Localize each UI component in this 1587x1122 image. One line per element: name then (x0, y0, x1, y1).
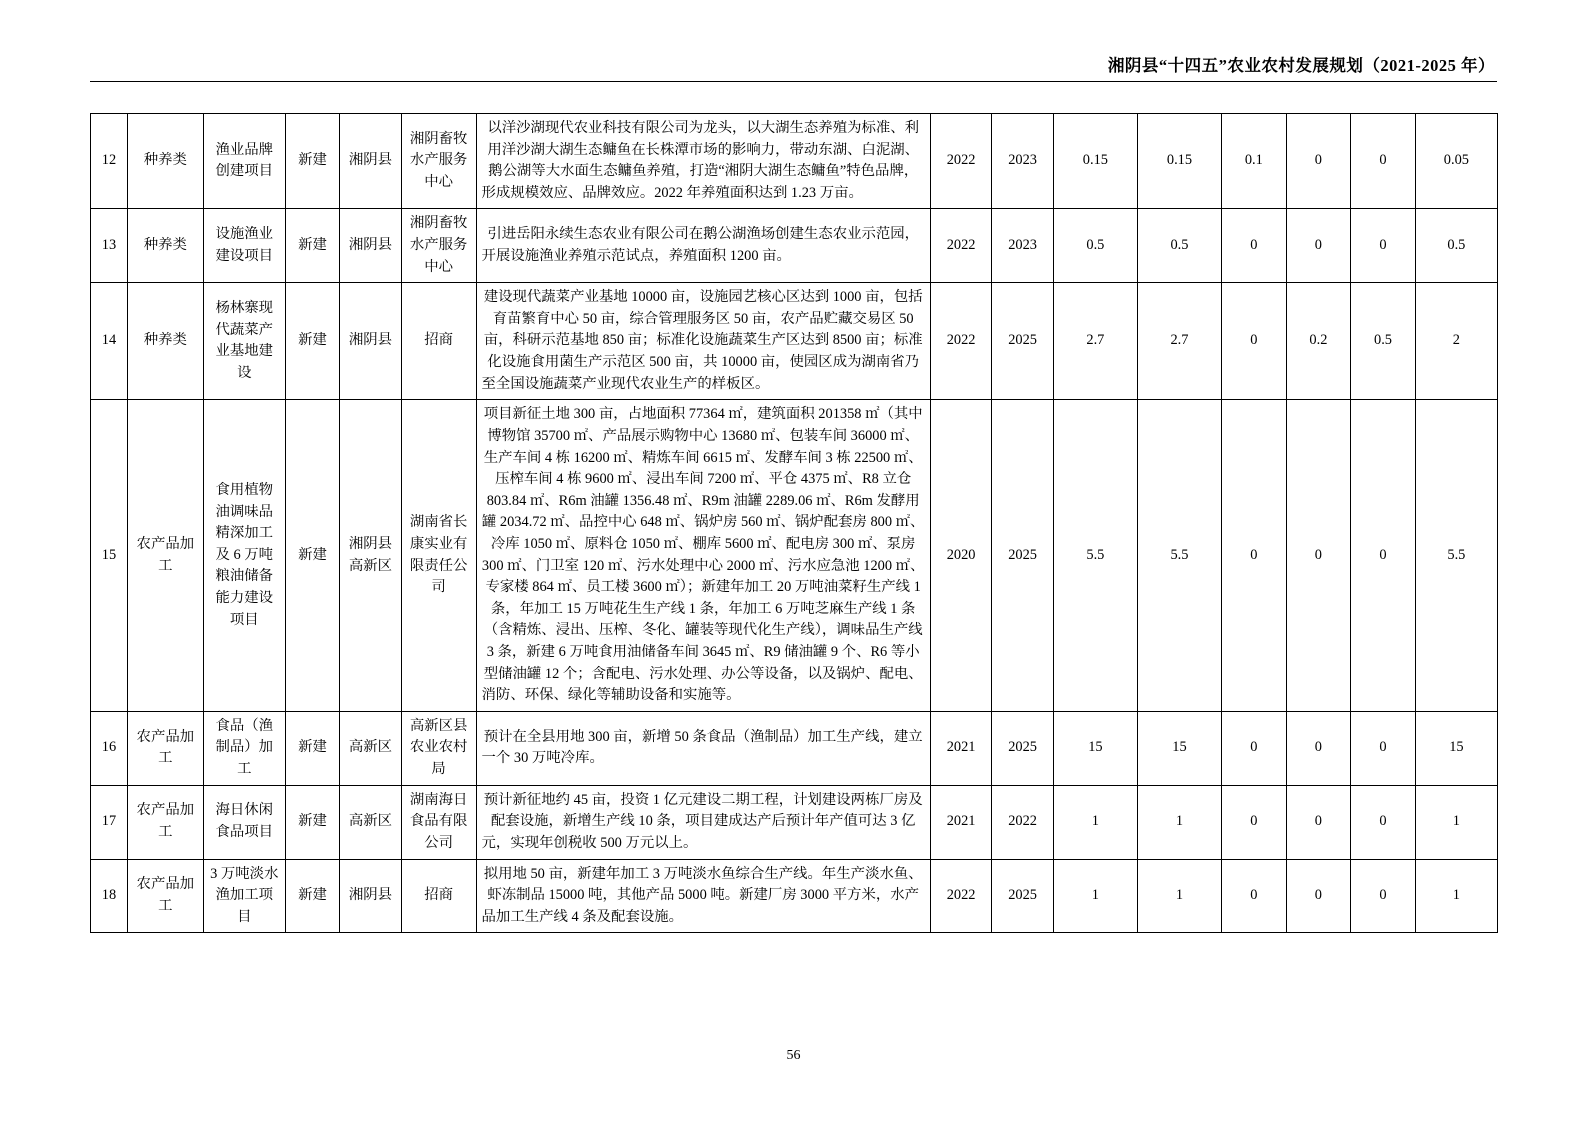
cell-start-year: 2022 (930, 114, 992, 209)
cell-type: 新建 (285, 711, 339, 785)
cell-area: 高新区 (340, 711, 402, 785)
cell-area: 湘阴县 (340, 859, 402, 933)
cell-no: 18 (91, 859, 128, 933)
cell-start-year: 2020 (930, 400, 992, 712)
cell-type: 新建 (285, 114, 339, 209)
cell-value-2: 0.15 (1137, 114, 1221, 209)
cell-project: 食用植物油调味品精深加工及 6 万吨粮油储备能力建设项目 (203, 400, 285, 712)
cell-type: 新建 (285, 859, 339, 933)
header-divider (90, 81, 1497, 82)
cell-value-1: 15 (1053, 711, 1137, 785)
cell-start-year: 2021 (930, 785, 992, 859)
cell-category: 农产品加工 (127, 400, 203, 712)
cell-project: 杨林寨现代蔬菜产业基地建设 (203, 283, 285, 400)
cell-value-3: 0.1 (1222, 114, 1287, 209)
cell-start-year: 2022 (930, 283, 992, 400)
cell-no: 12 (91, 114, 128, 209)
cell-value-6: 15 (1415, 711, 1497, 785)
cell-value-1: 0.15 (1053, 114, 1137, 209)
cell-value-1: 1 (1053, 785, 1137, 859)
cell-category: 农产品加工 (127, 785, 203, 859)
cell-area: 湘阴县 (340, 283, 402, 400)
cell-type: 新建 (285, 785, 339, 859)
cell-no: 17 (91, 785, 128, 859)
cell-category: 种养类 (127, 283, 203, 400)
cell-unit: 高新区县农业农村局 (401, 711, 476, 785)
cell-area: 湘阴县 (340, 114, 402, 209)
cell-value-3: 0 (1222, 711, 1287, 785)
cell-project: 渔业品牌创建项目 (203, 114, 285, 209)
cell-category: 农产品加工 (127, 711, 203, 785)
cell-project: 3 万吨淡水渔加工项目 (203, 859, 285, 933)
cell-value-1: 0.5 (1053, 209, 1137, 283)
page-header (90, 52, 1497, 82)
cell-value-4: 0 (1286, 400, 1351, 712)
cell-area: 高新区 (340, 785, 402, 859)
cell-unit: 湘阴畜牧水产服务中心 (401, 209, 476, 283)
table-row (91, 400, 1498, 712)
cell-type: 新建 (285, 400, 339, 712)
cell-value-6: 0.5 (1415, 209, 1497, 283)
table-row (91, 785, 1498, 859)
cell-description: 建设现代蔬菜产业基地 10000 亩，设施园艺核心区达到 1000 亩，包括育苗繁育中心 50 亩，综合管理服务区 50 亩，农产品贮藏交易区 50 亩，科研示范基地 850 亩；标准化设施蔬菜生产区达到 8500 亩；标准化设施食用菌生产示范区 500 亩，共 10000 亩，使园区成为湖南省乃至全国设施蔬菜产业现代农业生产的样板区。 (476, 283, 930, 400)
cell-value-3: 0 (1222, 400, 1287, 712)
cell-value-6: 1 (1415, 859, 1497, 933)
table-row (91, 283, 1498, 400)
cell-unit: 湖南海日食品有限公司 (401, 785, 476, 859)
cell-value-2: 0.5 (1137, 209, 1221, 283)
cell-start-year: 2022 (930, 859, 992, 933)
cell-value-5: 0 (1351, 785, 1416, 859)
cell-value-5: 0 (1351, 711, 1416, 785)
table-row (91, 711, 1498, 785)
cell-value-4: 0 (1286, 785, 1351, 859)
header-title: 湘阴县“十四五”农业农村发展规划（2021-2025 年） (1107, 56, 1495, 75)
cell-end-year: 2023 (992, 114, 1054, 209)
cell-description: 拟用地 50 亩，新建年加工 3 万吨淡水鱼综合生产线。年生产淡水鱼、虾冻制品 15000 吨，其他产品 5000 吨。新建厂房 3000 平方米，水产品加工生产线 4 条及配套设施。 (476, 859, 930, 933)
cell-value-2: 15 (1137, 711, 1221, 785)
project-table (90, 113, 1498, 933)
cell-value-4: 0.2 (1286, 283, 1351, 400)
cell-description: 引进岳阳永续生态农业有限公司在鹅公湖渔场创建生态农业示范园，开展设施渔业养殖示范试点，养殖面积 1200 亩。 (476, 209, 930, 283)
cell-value-3: 0 (1222, 209, 1287, 283)
cell-unit: 湘阴畜牧水产服务中心 (401, 114, 476, 209)
cell-value-2: 1 (1137, 785, 1221, 859)
table-body (91, 114, 1498, 933)
cell-value-1: 2.7 (1053, 283, 1137, 400)
cell-no: 15 (91, 400, 128, 712)
table-row (91, 859, 1498, 933)
cell-unit: 招商 (401, 283, 476, 400)
cell-end-year: 2025 (992, 711, 1054, 785)
cell-unit: 招商 (401, 859, 476, 933)
cell-end-year: 2025 (992, 400, 1054, 712)
cell-no: 14 (91, 283, 128, 400)
cell-value-3: 0 (1222, 283, 1287, 400)
cell-category: 农产品加工 (127, 859, 203, 933)
cell-type: 新建 (285, 209, 339, 283)
cell-end-year: 2023 (992, 209, 1054, 283)
cell-value-4: 0 (1286, 711, 1351, 785)
cell-value-6: 5.5 (1415, 400, 1497, 712)
cell-project: 设施渔业建设项目 (203, 209, 285, 283)
cell-description: 以洋沙湖现代农业科技有限公司为龙头，以大湖生态养殖为标准、利用洋沙湖大湖生态鳙鱼在长株潭市场的影响力，带动东湖、白泥湖、鹅公湖等大水面生态鳙鱼养殖，打造“湘阴大湖生态鳙鱼”特色品牌，形成规模效应、品牌效应。2022 年养殖面积达到 1.23 万亩。 (476, 114, 930, 209)
cell-category: 种养类 (127, 209, 203, 283)
cell-value-6: 1 (1415, 785, 1497, 859)
cell-value-4: 0 (1286, 859, 1351, 933)
cell-value-5: 0 (1351, 859, 1416, 933)
cell-value-1: 1 (1053, 859, 1137, 933)
cell-description: 项目新征土地 300 亩，占地面积 77364 ㎡，建筑面积 201358 ㎡（其中博物馆 35700 ㎡、产品展示购物中心 13680 ㎡、包装车间 36000 ㎡、生产车间 4 栋 16200 ㎡、精炼车间 6615 ㎡、发酵车间 3 栋 22500 ㎡、压榨车间 4 栋 9600 ㎡、浸出车间 7200 ㎡、平仓 4375 ㎡、R8 立仓 803.84 ㎡、R6m 油罐 1356.48 ㎡、R9m 油罐 2289.06 ㎡、R6m 发酵用罐 2034.72 ㎡、品控中心 648 ㎡、锅炉房 560 ㎡、锅炉配套房 800 ㎡、冷库 1050 ㎡、原料仓 1050 ㎡、棚库 5600 ㎡、配电房 300 ㎡、泵房 300 ㎡、门卫室 120 ㎡、污水处理中心 2000 ㎡、污水应急池 1200 ㎡、专家楼 864 ㎡、员工楼 3600 ㎡）；新建年加工 20 万吨油菜籽生产线 1 条，年加工 15 万吨花生生产线 1 条，年加工 6 万吨芝麻生产线 1 条（含精炼、浸出、压榨、冬化、罐装等现代化生产线），调味品生产线 3 条，新建 6 万吨食用油储备车间 3645 ㎡、R9 储油罐 9 个、R6 等小型储油罐 12 个；含配电、污水处理、办公等设备，以及锅炉、配电、消防、环保、绿化等辅助设备和实施等。 (476, 400, 930, 712)
cell-description: 预计在全县用地 300 亩，新增 50 条食品（渔制品）加工生产线，建立一个 30 万吨冷库。 (476, 711, 930, 785)
cell-value-5: 0.5 (1351, 283, 1416, 400)
cell-no: 13 (91, 209, 128, 283)
cell-value-6: 2 (1415, 283, 1497, 400)
cell-end-year: 2025 (992, 859, 1054, 933)
cell-description: 预计新征地约 45 亩，投资 1 亿元建设二期工程，计划建设两栋厂房及配套设施，新增生产线 10 条，项目建成达产后预计年产值可达 3 亿元，实现年创税收 500 万元以上。 (476, 785, 930, 859)
cell-value-6: 0.05 (1415, 114, 1497, 209)
cell-value-5: 0 (1351, 400, 1416, 712)
cell-unit: 湖南省长康实业有限责任公司 (401, 400, 476, 712)
cell-value-2: 1 (1137, 859, 1221, 933)
cell-area: 湘阴县高新区 (340, 400, 402, 712)
cell-value-2: 5.5 (1137, 400, 1221, 712)
cell-start-year: 2022 (930, 209, 992, 283)
table-row (91, 209, 1498, 283)
cell-value-1: 5.5 (1053, 400, 1137, 712)
cell-start-year: 2021 (930, 711, 992, 785)
page-number: 56 (786, 1048, 801, 1063)
cell-category: 种养类 (127, 114, 203, 209)
cell-end-year: 2025 (992, 283, 1054, 400)
cell-project: 食品（渔制品）加工 (203, 711, 285, 785)
cell-area: 湘阴县 (340, 209, 402, 283)
cell-no: 16 (91, 711, 128, 785)
cell-value-5: 0 (1351, 114, 1416, 209)
table-row (91, 114, 1498, 209)
cell-end-year: 2022 (992, 785, 1054, 859)
cell-value-4: 0 (1286, 114, 1351, 209)
cell-value-2: 2.7 (1137, 283, 1221, 400)
cell-value-3: 0 (1222, 859, 1287, 933)
cell-value-4: 0 (1286, 209, 1351, 283)
cell-value-3: 0 (1222, 785, 1287, 859)
cell-type: 新建 (285, 283, 339, 400)
cell-value-5: 0 (1351, 209, 1416, 283)
cell-project: 海日休闲食品项目 (203, 785, 285, 859)
